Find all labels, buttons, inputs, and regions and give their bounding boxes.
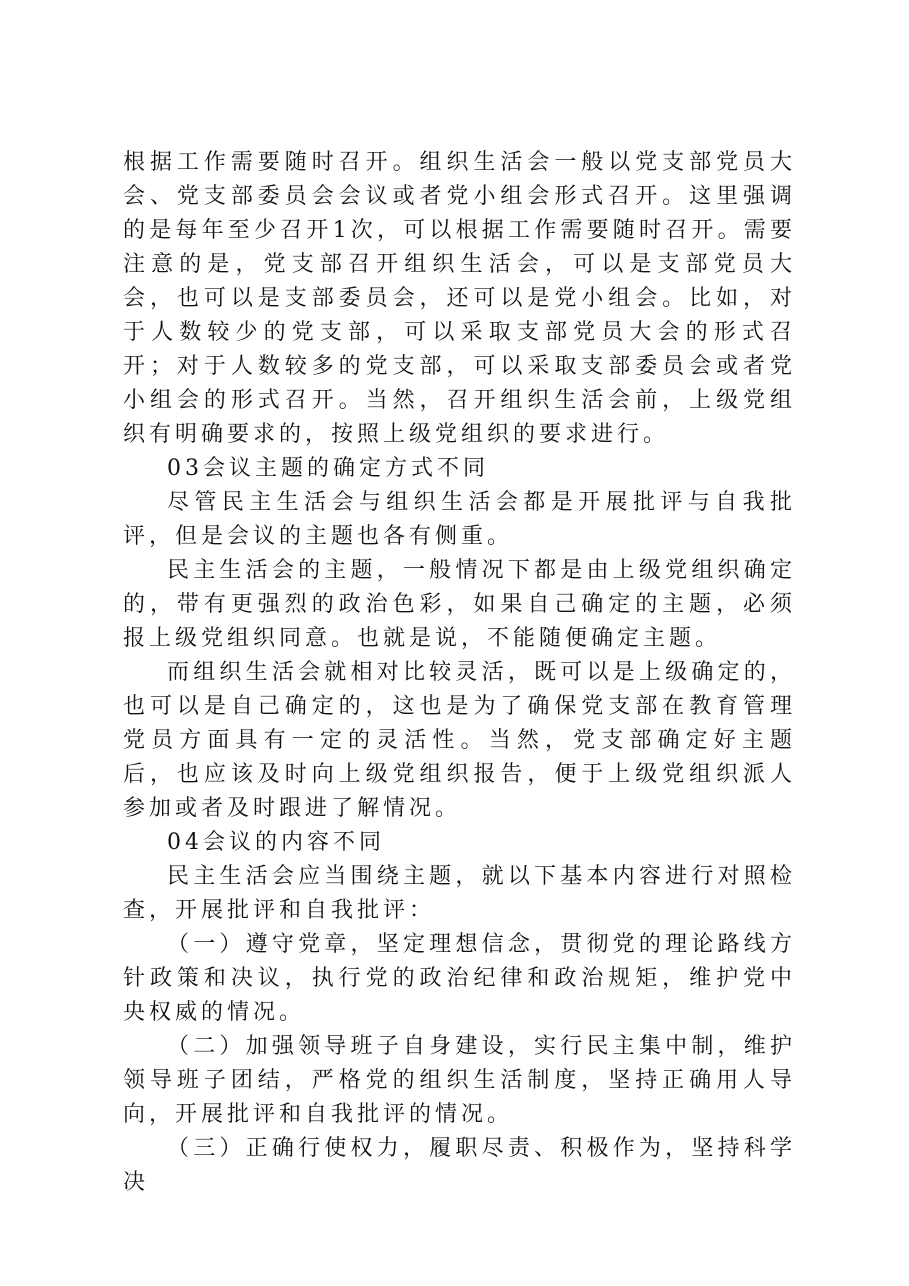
list-item-3: （三）正确行使权力，履职尽责、积极作为，坚持科学决 (123, 1136, 796, 1195)
paragraph: 尽管民主生活会与组织生活会都是开展批评与自我批评，但是会议的主题也各有侧重。 (123, 490, 796, 549)
section-heading-03: 03会议主题的确定方式不同 (167, 456, 489, 481)
list-item-2: （二）加强领导班子自身建设，实行民主集中制，维护领导班子团结，严格党的组织生活制度，坚持正确用人导向，开展批评和自我批评的情况。 (123, 1034, 796, 1127)
paragraph-continuation: 根据工作需要随时召开。组织生活会一般以党支部党员大会、党支部委员会会议或者党小组会形式召开。这里强调的是每年至少召开1次，可以根据工作需要随时召开。需要注意的是，党支部召开组织生活会，可以是支部党员大会，也可以是支部委员会，还可以是党小组会。比如，对于人数较少的党支部，可以采取支部党员大会的形式召开；对于人数较多的党支部，可以采取支部委员会或者党小组会的形式召开。当然，召开组织生活会前，上级党组织有明确要求的，按照上级党组织的要求进行。 (123, 150, 796, 447)
list-item-1: （一）遵守党章，坚定理想信念，贯彻党的理论路线方针政策和决议，执行党的政治纪律和政治规矩，维护党中央权威的情况。 (123, 932, 796, 1025)
section-heading-04: 04会议的内容不同 (167, 830, 385, 855)
paragraph: 民主生活会的主题，一般情况下都是由上级党组织确定的，带有更强烈的政治色彩，如果自己确定的主题，必须报上级党组织同意。也就是说，不能随便确定主题。 (123, 558, 796, 651)
document-page (123, 146, 796, 1200)
paragraph: 而组织生活会就相对比较灵活，既可以是上级确定的，也可以是自己确定的，这也是为了确保党支部在教育管理党员方面具有一定的灵活性。当然，党支部确定好主题后，也应该及时向上级党组织报告，便于上级党组织派人参加或者及时跟进了解情况。 (123, 660, 796, 821)
paragraph: 民主生活会应当围绕主题，就以下基本内容进行对照检查，开展批评和自我批评： (123, 864, 796, 923)
